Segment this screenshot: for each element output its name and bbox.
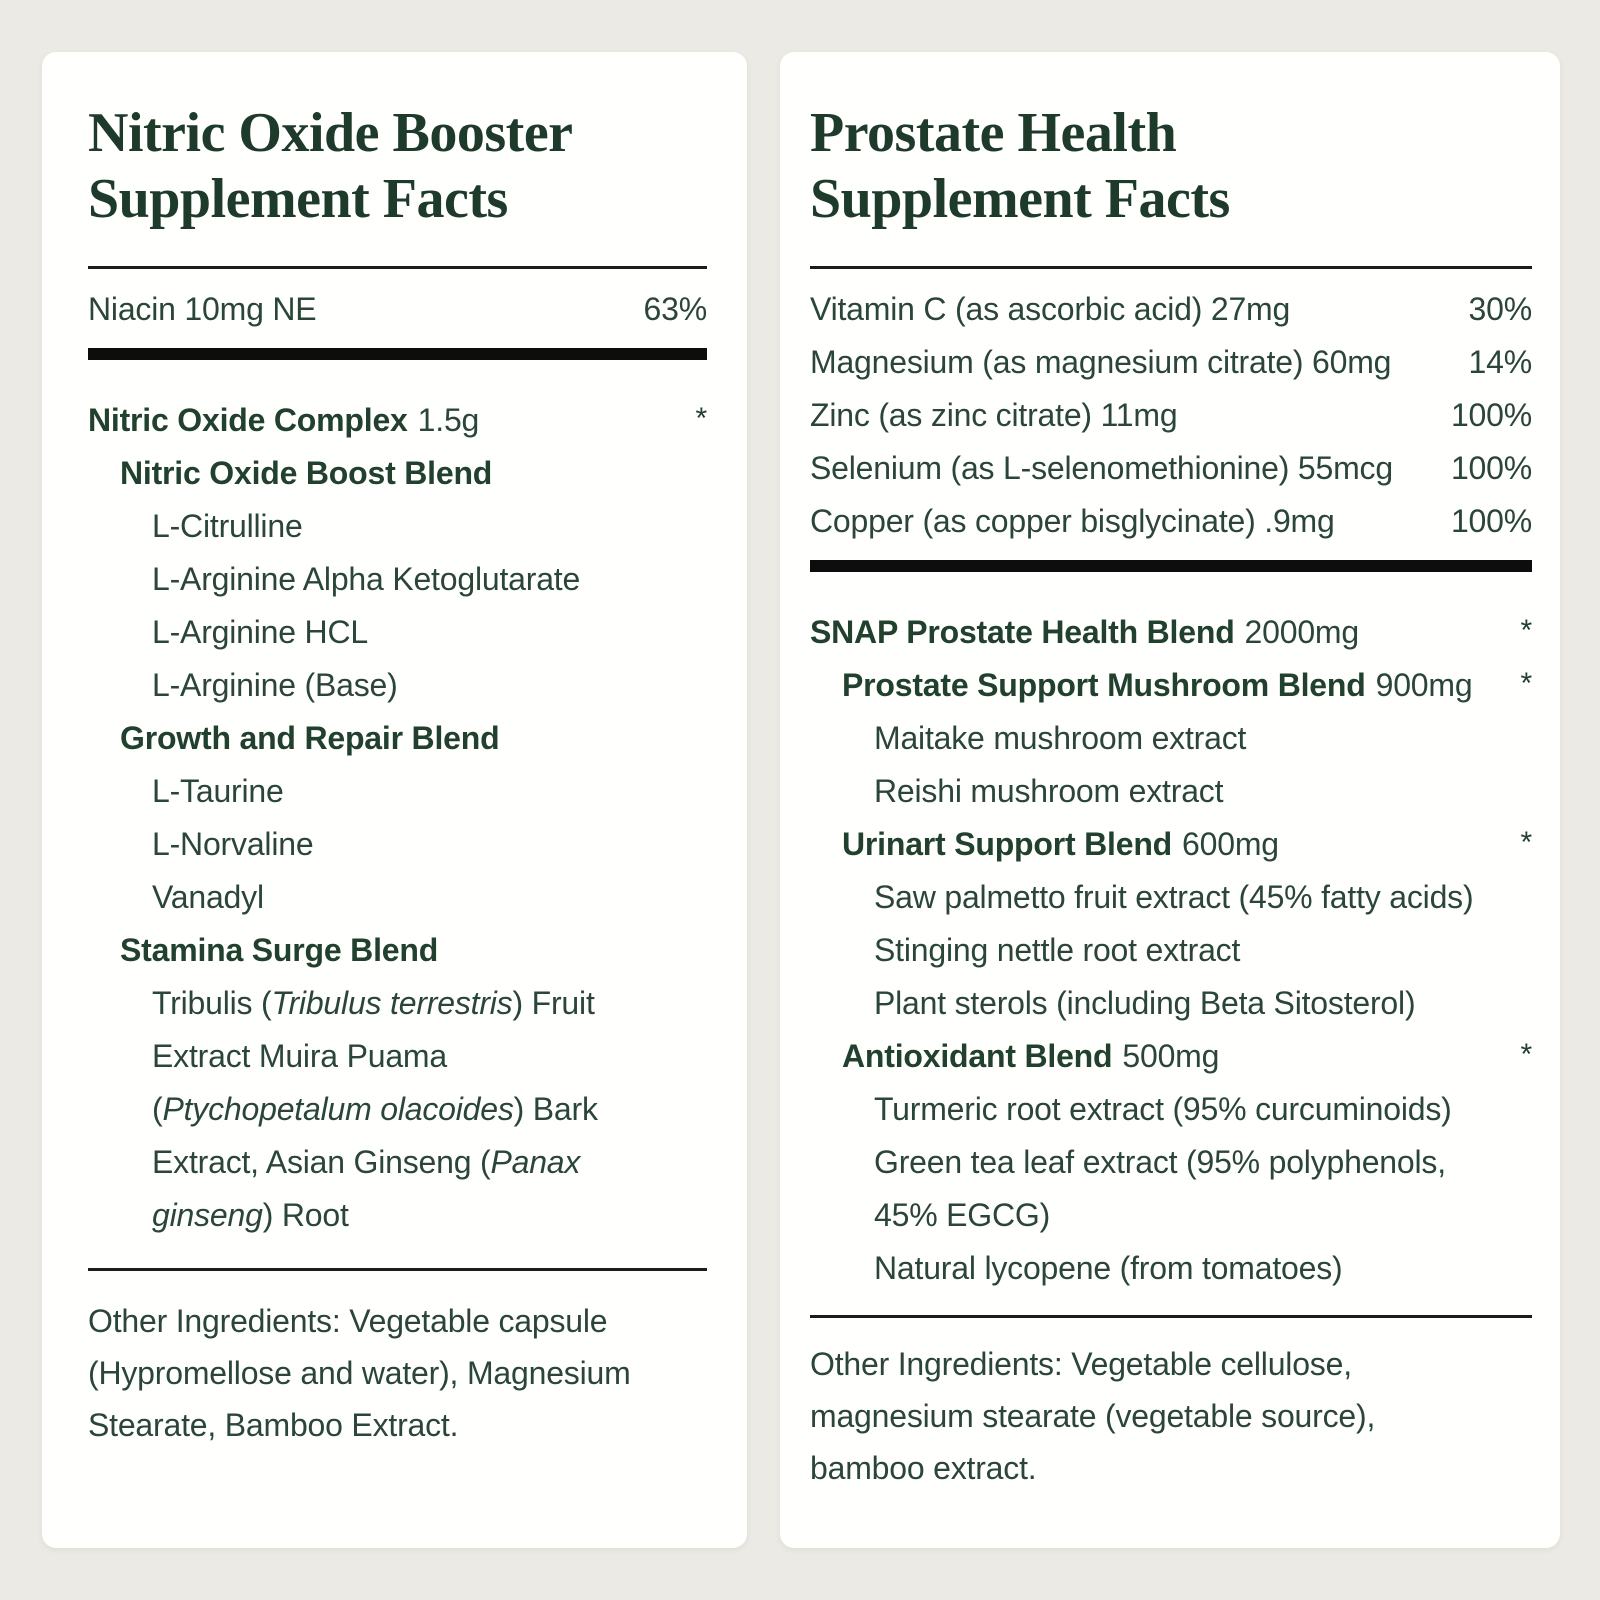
title-line-2: Supplement Facts [88, 168, 508, 230]
sub-blend-label [810, 818, 1279, 871]
sub-blend-row [810, 818, 1532, 871]
nutrient-row-copper [810, 495, 1532, 548]
item-text: L-Taurine [152, 773, 284, 809]
blend-item-botanical [88, 977, 634, 1242]
item-text: Maitake mushroom extract [874, 720, 1247, 756]
nutrient-row-niacin [88, 283, 707, 336]
sub-blend-row [810, 659, 1532, 712]
blend-name: Nitric Oxide Boost Blend [120, 455, 493, 491]
title-line-2: Supplement Facts [810, 168, 1230, 230]
blend-header [88, 712, 707, 765]
nutrient-row-magnesium [810, 336, 1532, 389]
nutrient-row-zinc [810, 389, 1532, 442]
complex-amount: 1.5g [417, 402, 480, 438]
complex-name: Nitric Oxide Complex [88, 402, 408, 438]
main-blend-dv-asterisk: * [1520, 614, 1532, 647]
blend-item [810, 765, 1532, 818]
item-text [152, 977, 634, 1242]
nitric-oxide-title [88, 100, 707, 232]
item-text: Plant sterols (including Beta Sitosterol) [874, 985, 1416, 1021]
nutrient-name: Copper (as copper bisglycinate) .9mg [810, 503, 1335, 539]
nutrient-row-vitamin-c [810, 283, 1532, 336]
nutrient-dv: 14% [1468, 344, 1532, 380]
item-text: Green tea leaf extract (95% polyphenols, 45% EGCG) [874, 1144, 1446, 1233]
item-segment: ) Fruit Extract Muira Puama ( [152, 985, 595, 1127]
complex-row [88, 394, 707, 447]
nutrient-section [810, 269, 1532, 560]
sub-blend-name: Prostate Support Mushroom Blend [842, 667, 1366, 703]
other-ingredients-text: Other Ingredients: Vegetable capsule (Hypromellose and water), Magnesium Stearate, Bamboo Extract. [88, 1303, 631, 1443]
item-text: L-Citrulline [152, 508, 303, 544]
nutrient-dv: 100% [1450, 397, 1532, 433]
sub-blend-dv-asterisk: * [1520, 826, 1532, 859]
nutrient-dv: 63% [643, 291, 707, 327]
blend-item [810, 1083, 1532, 1136]
blend-item [810, 924, 1532, 977]
sub-blend-name: Urinart Support Blend [842, 826, 1173, 862]
title-line-1: Prostate Health [810, 102, 1177, 164]
blend-section [810, 606, 1532, 1295]
main-blend-row [810, 606, 1532, 659]
blend-item [810, 1136, 1484, 1242]
thick-bar [88, 348, 707, 360]
title-line-1: Nitric Oxide Booster [88, 102, 573, 164]
blend-item [88, 871, 707, 924]
prostate-health-panel [780, 52, 1560, 1548]
nutrient-dv: 30% [1468, 291, 1532, 327]
nutrient-name: Magnesium (as magnesium citrate) 60mg [810, 344, 1392, 380]
complex-dv-asterisk: * [695, 402, 707, 435]
nutrient-name: Niacin 10mg NE [88, 291, 317, 327]
blend-item [88, 606, 707, 659]
main-blend-name: SNAP Prostate Health Blend [810, 614, 1235, 650]
blend-item [810, 871, 1532, 924]
footer-divider [810, 1315, 1532, 1318]
item-text: L-Norvaline [152, 826, 314, 862]
item-segment: ) Root [262, 1197, 349, 1233]
sub-blend-dv-asterisk: * [1520, 667, 1532, 700]
main-blend-label [810, 606, 1359, 659]
prostate-health-title [810, 100, 1532, 232]
sub-blend-label [810, 659, 1472, 712]
footer-divider [88, 1268, 707, 1271]
nutrient-row-selenium [810, 442, 1532, 495]
nutrient-dv: 100% [1450, 503, 1532, 539]
item-text: Saw palmetto fruit extract (45% fatty acids) [874, 879, 1474, 915]
nutrient-section [88, 269, 707, 348]
sub-blend-name: Antioxidant Blend [842, 1038, 1113, 1074]
sub-blend-label [810, 1030, 1219, 1083]
item-text: L-Arginine HCL [152, 614, 368, 650]
blend-name: Stamina Surge Blend [120, 932, 439, 968]
blend-header [88, 924, 707, 977]
blend-item [88, 659, 707, 712]
blend-name: Growth and Repair Blend [120, 720, 500, 756]
blend-item [88, 553, 707, 606]
item-text: Reishi mushroom extract [874, 773, 1224, 809]
blend-item [810, 712, 1532, 765]
nutrient-name: Selenium (as L-selenomethionine) 55mcg [810, 450, 1393, 486]
sub-blend-amount: 500mg [1122, 1038, 1220, 1074]
sub-blend-amount: 600mg [1182, 826, 1279, 862]
main-blend-amount: 2000mg [1244, 614, 1359, 650]
thick-bar [810, 560, 1532, 572]
item-text: L-Arginine (Base) [152, 667, 398, 703]
blend-item [88, 818, 707, 871]
item-text: Turmeric root extract (95% curcuminoids) [874, 1091, 1452, 1127]
nutrient-dv: 100% [1450, 450, 1532, 486]
blend-header [88, 447, 707, 500]
blend-section [88, 394, 707, 1242]
complex-label [88, 394, 479, 447]
item-text: L-Arginine Alpha Ketoglutarate [152, 561, 581, 597]
blend-item [810, 1242, 1532, 1295]
item-text: Stinging nettle root extract [874, 932, 1241, 968]
nutrient-name: Vitamin C (as ascorbic acid) 27mg [810, 291, 1291, 327]
item-segment: ) Bark Extract, Asian Ginseng ( [152, 1091, 598, 1180]
blend-item [810, 977, 1532, 1030]
nutrient-name: Zinc (as zinc citrate) 11mg [810, 397, 1178, 433]
other-ingredients-text: Other Ingredients: Vegetable cellulose, magnesium stearate (vegetable source), bamboo extract. [810, 1346, 1376, 1486]
sub-blend-amount: 900mg [1375, 667, 1473, 703]
nitric-oxide-booster-panel [42, 52, 747, 1548]
sub-blend-row [810, 1030, 1532, 1083]
item-text: Natural lycopene (from tomatoes) [874, 1250, 1343, 1286]
item-segment: Tribulis ( [152, 985, 272, 1021]
latin-name: Panax ginseng [152, 1144, 581, 1233]
blend-item [88, 765, 707, 818]
sub-blend-dv-asterisk: * [1520, 1038, 1532, 1071]
latin-name: Ptychopetalum olacoides [162, 1091, 514, 1127]
item-text: Vanadyl [152, 879, 264, 915]
latin-name: Tribulus terrestris [271, 985, 513, 1021]
blend-item [88, 500, 707, 553]
